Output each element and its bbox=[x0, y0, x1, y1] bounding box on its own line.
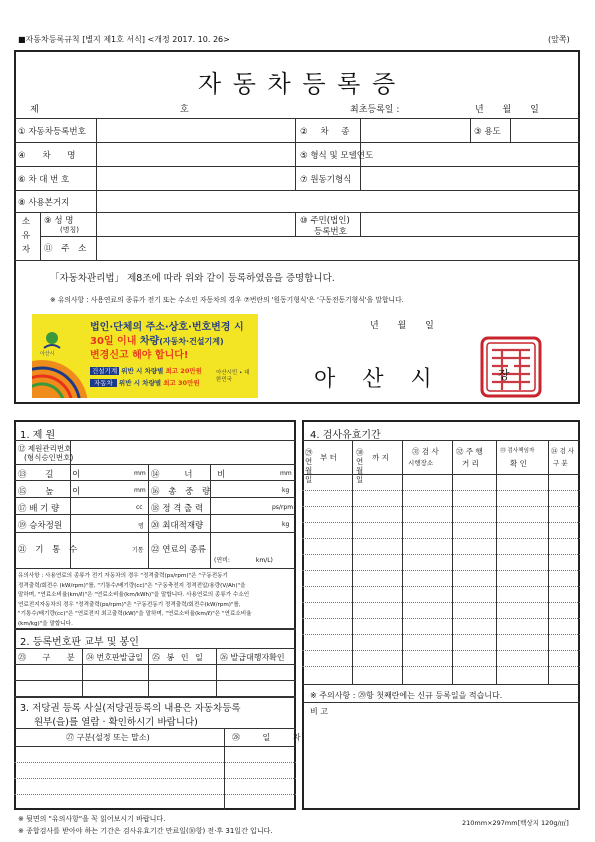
form-identifier: ■자동차등록규칙 [별지 제1호 서식] <개정 2017. 10. 26> bbox=[18, 35, 230, 44]
banner-badge-car: 자동차 bbox=[90, 379, 117, 387]
plate-type-label: ㉓ 구 분 bbox=[18, 653, 75, 662]
spec-mgmt-number-sub: (형식승인번호) bbox=[24, 453, 74, 462]
banner-penalty-text-2: 위반 시 차량별 bbox=[118, 379, 162, 387]
plate-section-title: 2. 등록번호판 교부 및 봉인 bbox=[20, 637, 139, 648]
inspect-col-5-sub: 확 인 bbox=[510, 459, 527, 468]
spec-fuel-efficiency: (연비: km/L) bbox=[214, 557, 273, 564]
spec-rated-output-label: ⑱ 정 격 출 력 bbox=[151, 504, 204, 514]
field-id-number-label: ⑩ 주민(법인) bbox=[300, 216, 350, 226]
field-model-year-label: ⑤ 형식 및 모델연도 bbox=[300, 151, 374, 161]
spec-gross-weight-label: ⑯ 총 중 량 bbox=[151, 487, 211, 497]
banner-penalty-1: 최고 20만원 bbox=[165, 367, 202, 375]
spec-notice-line: (km/kg)"을 말합니다. bbox=[18, 620, 73, 627]
spec-section-title: 1. 제 원 bbox=[20, 430, 56, 441]
top-notice: ※ 유의사항 : 사용연료의 종류가 전기 또는 수소인 자동차의 경우 ⑦번란의 '원동기형식'은 '구동전동기형식'을 말합니다. bbox=[50, 296, 404, 304]
inspect-col-6: ㉞ 검 사 bbox=[551, 447, 575, 455]
inspect-col-6-sub: 구 분 bbox=[553, 459, 568, 467]
banner-slogan: 아산시민 ∙ 대한민국 bbox=[216, 370, 250, 383]
banner-penalty-2: 최고 30만원 bbox=[163, 379, 200, 387]
field-registration-number-label: ① 자동차등록번호 bbox=[18, 127, 86, 137]
official-seal bbox=[480, 336, 542, 398]
inspect-col-4-sub: 거 리 bbox=[462, 459, 479, 468]
inspect-col-2-sub: 까 지 bbox=[372, 453, 389, 462]
spec-width-label: ⑭ 너 비 bbox=[151, 470, 226, 480]
footer-note-2: ※ 종합검사를 받아야 하는 기간은 검사유효기간 만료일(㉚항) 전·후 31일간 입니다. bbox=[18, 827, 273, 835]
plate-seal-date-label: ㉕ 봉 인 일 bbox=[152, 653, 203, 662]
first-registration-date: 년 월 일 bbox=[475, 105, 539, 115]
number-label: 제 bbox=[30, 105, 39, 115]
lien-section-title-1: 3. 저당권 등록 사실(저당권등록의 내용은 자동차등록 bbox=[20, 703, 241, 714]
spec-notice-line: 유의사항 : 사용연료의 종류가 전기 자동차의 경우 "정격출력(ps/rpm)"은 "구동전동기 bbox=[18, 573, 228, 579]
field-engine-type-label: ⑦ 원동기형식 bbox=[300, 175, 352, 185]
lien-section-title-2: 원부(을)를 열람 · 확인하시기 바랍니다) bbox=[34, 717, 198, 728]
spec-cylinders-label: ㉑ 기 통 수 bbox=[18, 545, 78, 555]
footer-note-1: ※ 뒷면의 "유의사항"을 꼭 읽어보시기 바랍니다. bbox=[18, 815, 166, 823]
number-suffix: 호 bbox=[180, 105, 189, 115]
spec-rated-output-unit: ps/rpm bbox=[272, 504, 294, 511]
banner-badge-construction: 건설기계 bbox=[92, 367, 118, 375]
page-side-label: (앞쪽) bbox=[548, 35, 570, 44]
spec-max-load-label: ⑳ 최대적재량 bbox=[151, 521, 204, 531]
spec-notice-line: "기통수/배기량(cc)"은 "연료전지 최고출력(kW)"을 말하며, "연료소비율(km/ℓ)"은 "연료소비율 bbox=[18, 611, 252, 617]
spec-seating-unit: 명 bbox=[138, 523, 144, 530]
notice-banner bbox=[32, 314, 258, 398]
inspect-col-5: ㉝ 검사책임자 bbox=[500, 448, 535, 454]
spec-notice bbox=[18, 572, 294, 629]
spec-cylinders-unit: 기통 bbox=[132, 547, 144, 554]
banner-line1: 법인·단체의 주소·상호·번호변경 시 bbox=[90, 322, 244, 333]
document-title: 자 동 차 등 록 증 bbox=[197, 70, 398, 98]
field-address-label: ⑪ 주 소 bbox=[44, 244, 87, 254]
lien-type-label: ㉗ 구분(설정 또는 말소) bbox=[66, 733, 150, 742]
banner-30days: 30일 이내 bbox=[90, 336, 137, 347]
field-id-number-sub: 등록번호 bbox=[314, 227, 347, 237]
lien-date-label: ㉘ 일 자 bbox=[232, 733, 301, 742]
plate-issue-date-label: ㉔ 번호판발급일 bbox=[86, 653, 143, 662]
field-owner-name-sub: (명칭) bbox=[60, 226, 79, 234]
spec-height-label: ⑮ 높 이 bbox=[18, 487, 81, 497]
seal-suffix: 장 bbox=[498, 368, 510, 382]
inspection-notice: ※ 주의사항 : ㉙항 첫째란에는 신규 등록일을 적습니다. bbox=[310, 691, 503, 700]
owner-label: 소유자 bbox=[21, 217, 31, 255]
spec-width-unit: mm bbox=[280, 470, 292, 477]
spec-notice-line: 연료전지자동차의 경우 "정격출력(ps/rpm)"은 "구동전동기 정격출력/회전수(kW/rpm)"를, bbox=[18, 601, 241, 608]
field-vehicle-name-label: ④ 차 명 bbox=[18, 151, 76, 161]
spec-displacement-label: ⑰ 배 기 량 bbox=[18, 504, 60, 514]
spec-mgmt-number-label: ⑫ 제원관리번호 bbox=[18, 444, 72, 453]
spec-displacement-unit: cc bbox=[136, 504, 143, 511]
inspection-section-title: 4. 검사유효기간 bbox=[310, 430, 381, 441]
field-usage-label: ③ 용도 bbox=[474, 127, 501, 137]
banner-line3: 변경신고 해야 합니다! bbox=[90, 350, 189, 361]
spec-max-load-unit: kg bbox=[282, 521, 290, 528]
plate-agent-check-label: ㉖ 발급대행자확인 bbox=[220, 653, 285, 662]
field-owner-name-label: ⑨ 성 명 bbox=[44, 216, 74, 226]
banner-penalty-text-1: 위반 시 차량별 bbox=[121, 367, 164, 375]
inspect-col-4: ㉜ 주 행 bbox=[456, 447, 483, 456]
spec-length-label: ⑬ 길 이 bbox=[18, 470, 81, 480]
inspect-col-1-sub: 부 터 bbox=[320, 453, 337, 462]
banner-vehicle: 차량 bbox=[139, 336, 160, 347]
spec-height-unit: mm bbox=[134, 487, 146, 494]
spec-gross-weight-unit: kg bbox=[282, 487, 290, 494]
inspect-col-3-sub: 시행장소 bbox=[408, 459, 434, 467]
inspection-frame bbox=[302, 420, 580, 810]
inspect-col-2: ㉚ 연월일 bbox=[356, 448, 364, 484]
spec-fuel-type-label: ㉒ 연료의 종류 bbox=[151, 545, 206, 555]
first-registration-label: 최초등록일 : bbox=[350, 105, 400, 115]
field-vin-label: ⑥ 차 대 번 호 bbox=[18, 175, 70, 185]
remarks-label: 비 고 bbox=[310, 707, 328, 716]
inspect-col-3: ㉛ 검 사 bbox=[412, 447, 439, 456]
paper-size: 210mm×297mm[백상지 120g/㎡] bbox=[462, 819, 569, 827]
spec-seating-label: ⑲ 승차정원 bbox=[18, 521, 63, 531]
banner-vehicle-kinds: (자동차·건설기계) bbox=[159, 337, 224, 346]
spec-length-unit: mm bbox=[134, 470, 146, 477]
certification-statement: 「자동차관리법」 제8조에 따라 위와 같이 등록하였음을 증명합니다. bbox=[50, 273, 335, 284]
field-base-location-label: ⑧ 사용본거지 bbox=[18, 198, 70, 208]
issuer-name: 아 산 시 bbox=[314, 367, 442, 392]
issue-date: 년 월 일 bbox=[370, 321, 434, 331]
spec-notice-line: 정격출력/회전수 (kW/rpm)"를, "기통수/배기량(cc)"은 "구동축전지 정격전압/용량(V/Ah)"을 bbox=[18, 582, 246, 589]
inspect-col-1: ㉙ 연월일 bbox=[305, 448, 313, 484]
field-vehicle-type-label: ② 차 종 bbox=[300, 127, 350, 137]
spec-notice-line: 말하며, "연료소비율(km/ℓ)"은 "연료소비율(km/kWh)"을 말합니다. 사용연료의 종류가 수소인 bbox=[18, 592, 250, 598]
banner-logo: 아산시 bbox=[40, 351, 55, 357]
